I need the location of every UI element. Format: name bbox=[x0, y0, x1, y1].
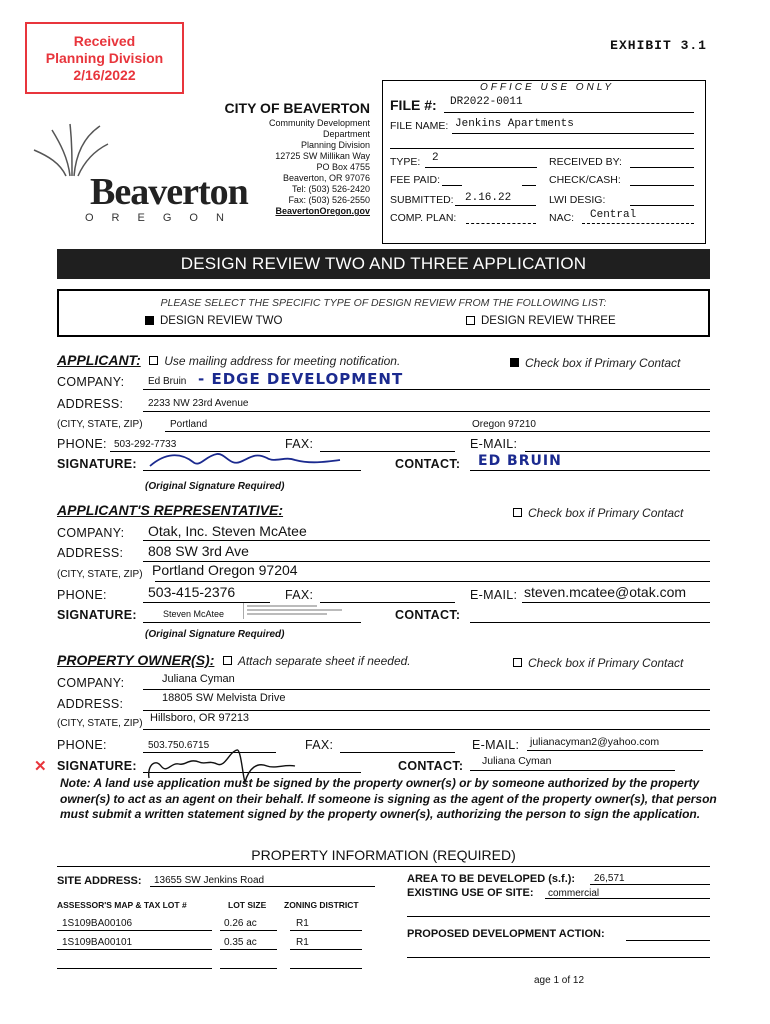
rep-signature-value[interactable]: Steven McAtee bbox=[163, 609, 225, 619]
rep-csz-value[interactable]: Portland Oregon 97204 bbox=[152, 562, 298, 578]
representative-primary-label: Check box if Primary Contact bbox=[528, 506, 684, 520]
owner-phone-label: PHONE: bbox=[57, 738, 107, 752]
col-zone-header: ZONING DISTRICT bbox=[284, 900, 359, 910]
file-name-line-2 bbox=[390, 148, 694, 149]
applicant-phone-label: PHONE: bbox=[57, 437, 107, 451]
checkbox-empty-icon[interactable] bbox=[513, 508, 522, 517]
stamp-line-3: 2/16/2022 bbox=[73, 66, 136, 83]
logo-subtitle: OREGON bbox=[85, 212, 242, 224]
rep-email-label: E-MAIL: bbox=[470, 588, 518, 602]
owner-address-value[interactable]: 18805 SW Melvista Drive bbox=[162, 692, 286, 704]
col-map-header: ASSESSOR'S MAP & TAX LOT # bbox=[57, 900, 187, 910]
applicant-heading: APPLICANT: bbox=[57, 352, 141, 368]
applicant-signature-label: SIGNATURE: bbox=[57, 457, 137, 471]
owner-primary[interactable] bbox=[513, 654, 683, 672]
applicant-csz-label: (CITY, STATE, ZIP) bbox=[57, 419, 143, 430]
row-line bbox=[57, 949, 212, 950]
owner-primary-label: Check box if Primary Contact bbox=[528, 656, 684, 670]
rep-email-value[interactable]: steven.mcatee@otak.com bbox=[524, 584, 687, 600]
file-no-label: FILE #: bbox=[390, 97, 437, 113]
zone-2[interactable]: R1 bbox=[296, 937, 309, 948]
site-address-label: SITE ADDRESS: bbox=[57, 875, 142, 887]
received-by-label: RECEIVED BY: bbox=[549, 156, 622, 168]
file-name-value[interactable]: Jenkins Apartments bbox=[455, 118, 574, 130]
row-line bbox=[220, 930, 277, 931]
rep-fax-label: FAX: bbox=[285, 588, 314, 602]
existing-use-line-2 bbox=[407, 916, 710, 917]
rep-contact-label: CONTACT: bbox=[395, 608, 461, 622]
existing-use-label: EXISTING USE OF SITE: bbox=[407, 887, 534, 899]
sign-here-x-icon: ✕ bbox=[34, 758, 47, 775]
office-use-title: OFFICE USE ONLY bbox=[480, 82, 615, 93]
area-label: AREA TO BE DEVELOPED (s.f.): bbox=[407, 873, 576, 885]
row-line bbox=[57, 968, 212, 969]
checkbox-empty-icon[interactable] bbox=[149, 356, 158, 365]
file-name-line bbox=[452, 133, 694, 134]
page-number: age 1 of 12 bbox=[534, 975, 585, 986]
row-line bbox=[57, 930, 212, 931]
existing-use-value[interactable]: commercial bbox=[548, 888, 600, 899]
form-title-banner: DESIGN REVIEW TWO AND THREE APPLICATION bbox=[57, 249, 710, 279]
received-by-line bbox=[630, 167, 694, 168]
submitted-label: SUBMITTED: bbox=[390, 194, 454, 206]
city-line: 12725 SW Millikan Way bbox=[275, 151, 370, 161]
city-website-link[interactable]: BeavertonOregon.gov bbox=[275, 206, 370, 216]
owner-signature-label: SIGNATURE: bbox=[57, 759, 137, 773]
applicant-contact-value[interactable]: ED BRUIN bbox=[478, 453, 562, 469]
lwi-label: LWI DESIG: bbox=[549, 194, 606, 206]
city-address-block bbox=[236, 118, 370, 217]
owner-csz-line bbox=[143, 729, 710, 730]
rep-company-line bbox=[143, 540, 710, 541]
option-three-label: DESIGN REVIEW THREE bbox=[481, 315, 616, 327]
site-address-line bbox=[150, 886, 375, 887]
proposed-action-line-2 bbox=[407, 957, 710, 958]
applicant-email-label: E-MAIL: bbox=[470, 437, 518, 451]
owner-heading-row bbox=[57, 652, 411, 670]
received-stamp bbox=[25, 22, 184, 94]
applicant-city-value[interactable]: Portland bbox=[170, 419, 208, 430]
property-info-rule bbox=[57, 866, 710, 867]
city-line: Community Development bbox=[268, 118, 370, 128]
applicant-phone-value[interactable]: 503-292-7733 bbox=[114, 439, 177, 450]
applicant-contact-line bbox=[470, 470, 710, 471]
applicant-address-label: ADDRESS: bbox=[57, 397, 124, 411]
exhibit-label: EXHIBIT 3.1 bbox=[610, 38, 707, 53]
applicant-sig-required: (Original Signature Required) bbox=[145, 481, 285, 492]
tax-lot-1[interactable]: 1S109BA00106 bbox=[62, 918, 133, 929]
applicant-csz-line bbox=[165, 431, 710, 432]
applicant-note: Use mailing address for meeting notification. bbox=[164, 354, 401, 368]
owner-csz-label: (CITY, STATE, ZIP) bbox=[57, 718, 143, 729]
applicant-company-handwritten: - EDGE DEVELOPMENT bbox=[198, 370, 404, 388]
submitted-line bbox=[455, 205, 536, 206]
owner-csz-value[interactable]: Hillsboro, OR 97213 bbox=[150, 712, 250, 724]
stamp-line-2: Planning Division bbox=[45, 49, 164, 66]
applicant-statezip-value[interactable]: Oregon 97210 bbox=[472, 419, 536, 430]
applicant-email-line bbox=[525, 451, 710, 452]
applicant-contact-label: CONTACT: bbox=[395, 457, 461, 471]
nac-label: NAC: bbox=[549, 212, 575, 224]
owner-phone-value[interactable]: 503.750.6715 bbox=[148, 740, 210, 751]
area-value[interactable]: 26,571 bbox=[594, 873, 625, 884]
col-lot-header: LOT SIZE bbox=[228, 900, 267, 910]
lwi-line bbox=[630, 205, 694, 206]
applicant-company-value[interactable]: Ed Bruin bbox=[148, 376, 187, 387]
rep-address-value[interactable]: 808 SW 3rd Ave bbox=[148, 543, 249, 559]
proposed-action-line bbox=[626, 940, 710, 941]
comp-plan-label: COMP. PLAN: bbox=[390, 212, 457, 224]
applicant-company-label: COMPANY: bbox=[57, 375, 125, 389]
owner-address-line bbox=[143, 710, 710, 711]
checkbox-empty-icon[interactable] bbox=[466, 316, 475, 325]
rep-company-label: COMPANY: bbox=[57, 526, 125, 540]
row-line bbox=[220, 968, 277, 969]
tax-lot-2[interactable]: 1S109BA00101 bbox=[62, 937, 133, 948]
owner-contact-label: CONTACT: bbox=[398, 759, 464, 773]
owner-fax-label: FAX: bbox=[305, 738, 334, 752]
checkbox-empty-icon[interactable] bbox=[223, 656, 232, 665]
applicant-address-line bbox=[143, 411, 710, 412]
area-line bbox=[590, 884, 710, 885]
owner-email-line bbox=[527, 750, 703, 751]
file-no-line bbox=[444, 112, 694, 113]
site-address-value[interactable]: 13655 SW Jenkins Road bbox=[154, 875, 265, 886]
owner-contact-value[interactable]: Juliana Cyman bbox=[482, 755, 552, 767]
owner-heading: PROPERTY OWNER(S): bbox=[57, 652, 215, 668]
nac-line bbox=[582, 223, 694, 224]
owner-company-value[interactable]: Juliana Cyman bbox=[162, 673, 235, 685]
authorization-note: Note: A land use application must be signed by the property owner(s) or by someone authorized by the property owner(s) to act as an agent on their behalf. If someone is signing as the agent of the property owner(s), that person must submit a written statement signed by the property owner(s), authorizing the person to sign the application. bbox=[60, 776, 717, 821]
logo-wordmark: Beaverton bbox=[90, 171, 248, 213]
submitted-value[interactable]: 2.16.22 bbox=[465, 192, 512, 204]
owner-company-line bbox=[143, 689, 710, 690]
checkbox-checked-icon[interactable] bbox=[145, 316, 154, 325]
file-name-label: FILE NAME: bbox=[390, 120, 449, 132]
option-two-label: DESIGN REVIEW TWO bbox=[160, 315, 283, 327]
owner-company-label: COMPANY: bbox=[57, 676, 125, 690]
comp-plan-line bbox=[466, 223, 536, 224]
rep-phone-value[interactable]: 503-415-2376 bbox=[148, 584, 236, 600]
city-line: Department bbox=[322, 129, 370, 139]
row-line bbox=[290, 968, 362, 969]
applicant-address-value[interactable]: 2233 NW 23rd Avenue bbox=[148, 398, 249, 409]
owner-fax-line bbox=[340, 752, 455, 753]
city-line: Fax: (503) 526-2550 bbox=[288, 195, 370, 205]
lot-size-2[interactable]: 0.35 ac bbox=[224, 937, 257, 948]
representative-primary[interactable] bbox=[513, 504, 683, 522]
rep-csz-line bbox=[155, 581, 710, 582]
row-line bbox=[290, 930, 362, 931]
applicant-primary[interactable] bbox=[510, 354, 680, 372]
city-line: Tel: (503) 526-2420 bbox=[291, 184, 370, 194]
owner-email-value[interactable]: julianacyman2@yahoo.com bbox=[530, 736, 660, 748]
city-line: Planning Division bbox=[300, 140, 370, 150]
checkbox-checked-icon[interactable] bbox=[510, 358, 519, 367]
rep-email-line bbox=[522, 602, 710, 603]
nac-value[interactable]: Central bbox=[590, 209, 637, 221]
checkbox-empty-icon[interactable] bbox=[513, 658, 522, 667]
city-line: PO Box 4755 bbox=[316, 162, 370, 172]
fee-line-2 bbox=[522, 185, 536, 186]
rep-address-label: ADDRESS: bbox=[57, 546, 124, 560]
beaverton-logo-icon bbox=[30, 118, 110, 178]
lot-size-1[interactable]: 0.26 ac bbox=[224, 918, 257, 929]
applicant-signature-scribble-icon bbox=[145, 448, 345, 472]
review-type-prompt: PLEASE SELECT THE SPECIFIC TYPE OF DESIGN REVIEW FROM THE FOLLOWING LIST: bbox=[160, 297, 607, 309]
rep-sig-required: (Original Signature Required) bbox=[145, 629, 285, 640]
option-design-review-two[interactable] bbox=[145, 315, 282, 327]
row-line bbox=[220, 949, 277, 950]
digital-signature-stamp bbox=[243, 603, 352, 619]
option-design-review-three[interactable] bbox=[466, 315, 616, 327]
row-line bbox=[290, 949, 362, 950]
check-cash-line bbox=[630, 185, 694, 186]
rep-contact-line bbox=[470, 622, 710, 623]
rep-phone-label: PHONE: bbox=[57, 588, 107, 602]
zone-1[interactable]: R1 bbox=[296, 918, 309, 929]
city-line: Beaverton, OR 97076 bbox=[282, 173, 370, 183]
owner-email-label: E-MAIL: bbox=[472, 738, 520, 752]
city-title: CITY OF BEAVERTON bbox=[224, 100, 370, 116]
check-cash-label: CHECK/CASH: bbox=[549, 174, 621, 186]
applicant-company-line bbox=[143, 389, 710, 390]
file-no-value[interactable]: DR2022-0011 bbox=[450, 96, 523, 108]
applicant-primary-label: Check box if Primary Contact bbox=[525, 356, 681, 370]
rep-signature-label: SIGNATURE: bbox=[57, 608, 137, 622]
fee-paid-line bbox=[442, 185, 462, 186]
type-line bbox=[425, 167, 537, 168]
applicant-fax-label: FAX: bbox=[285, 437, 314, 451]
rep-csz-label: (CITY, STATE, ZIP) bbox=[57, 569, 143, 580]
owner-address-label: ADDRESS: bbox=[57, 697, 124, 711]
owner-note: Attach separate sheet if needed. bbox=[237, 654, 411, 668]
type-label: TYPE: bbox=[390, 156, 421, 168]
representative-heading: APPLICANT'S REPRESENTATIVE: bbox=[57, 502, 284, 518]
rep-signature-line bbox=[143, 622, 361, 623]
fee-paid-label: FEE PAID: bbox=[390, 174, 440, 186]
type-value[interactable]: 2 bbox=[432, 152, 439, 164]
property-info-heading: PROPERTY INFORMATION (REQUIRED) bbox=[251, 847, 516, 863]
proposed-action-label: PROPOSED DEVELOPMENT ACTION: bbox=[407, 928, 605, 940]
owner-contact-line bbox=[470, 770, 675, 771]
stamp-line-1: Received bbox=[73, 32, 136, 49]
applicant-heading-row bbox=[57, 352, 400, 370]
rep-company-value[interactable]: Otak, Inc. Steven McAtee bbox=[148, 523, 307, 539]
